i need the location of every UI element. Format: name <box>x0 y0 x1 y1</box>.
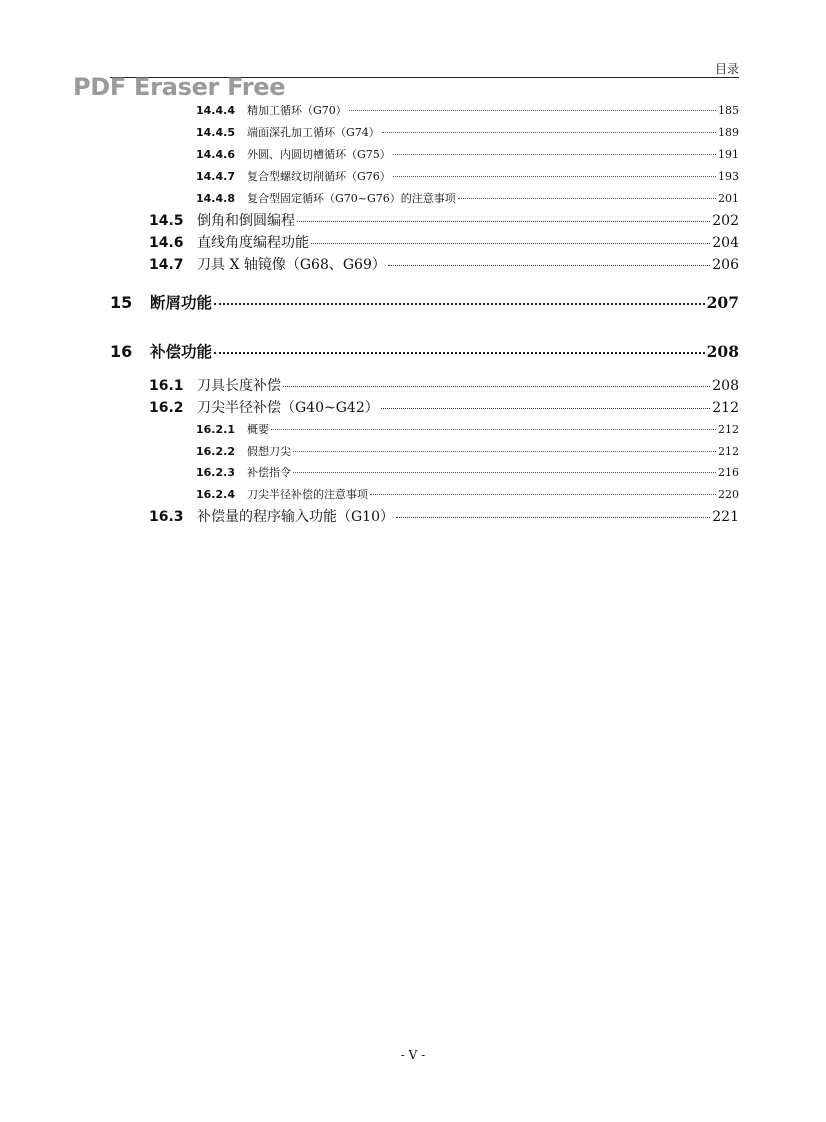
toc-entry-page: 206 <box>712 257 739 273</box>
toc-leader <box>214 303 705 305</box>
toc-entry[interactable] <box>196 168 739 184</box>
toc-entry[interactable] <box>196 486 739 502</box>
toc-entry-title: 倒角和倒圆编程 <box>197 213 295 229</box>
toc-entry[interactable] <box>196 464 739 480</box>
toc-entry[interactable] <box>149 397 739 417</box>
toc-leader <box>393 154 716 155</box>
toc-entry-number: 14.4.5 <box>196 126 235 139</box>
toc-entry[interactable] <box>149 375 739 395</box>
toc-leader <box>271 429 716 430</box>
toc-entry[interactable] <box>149 254 739 274</box>
toc-leader <box>297 221 710 222</box>
toc-entry-number: 14.4.6 <box>196 148 235 161</box>
toc-entry-title: 补偿指令 <box>247 466 291 479</box>
page-number-footer: - V - <box>400 1048 426 1062</box>
toc-entry-page: 204 <box>712 235 739 251</box>
toc-entry-number: 16.2.2 <box>196 445 235 458</box>
toc-entry[interactable] <box>196 443 739 459</box>
toc-leader <box>388 265 710 266</box>
toc-entry-page: 207 <box>706 293 739 312</box>
toc-entry-title: 假想刀尖 <box>247 445 291 458</box>
toc-entry-page: 212 <box>718 423 739 436</box>
toc-chapter-entry[interactable] <box>110 291 739 313</box>
toc-entry-title: 概要 <box>247 423 269 436</box>
toc-leader <box>370 494 716 495</box>
toc-entry-title: 刀具 X 轴镜像（G68、G69） <box>197 257 386 273</box>
toc-entry-number: 14.6 <box>149 235 184 251</box>
toc-entry-title: 补偿量的程序输入功能（G10） <box>197 509 394 525</box>
toc-entry-title: 补偿功能 <box>150 342 213 361</box>
toc-chapter-entry[interactable] <box>110 340 739 362</box>
toc-entry[interactable] <box>149 232 739 252</box>
toc-entry-title: 刀尖半径补偿（G40~G42） <box>197 400 379 416</box>
toc-entry-number: 15 <box>110 293 133 312</box>
toc-entry-number: 16.2 <box>149 400 184 416</box>
toc-leader <box>293 451 716 452</box>
toc-entry-number: 14.4.4 <box>196 104 235 117</box>
toc-entry[interactable] <box>149 506 739 526</box>
toc-leader <box>293 472 716 473</box>
toc-entry[interactable] <box>196 190 739 206</box>
toc-entry-number: 14.4.8 <box>196 192 235 205</box>
toc-entry-number: 16.1 <box>149 378 184 394</box>
toc-leader <box>283 386 710 387</box>
toc-entry-page: 191 <box>718 148 739 161</box>
toc-entry-title: 刀具长度补偿 <box>197 378 281 394</box>
toc-entry-page: 202 <box>712 213 739 229</box>
watermark: PDF Eraser Free <box>73 73 286 101</box>
toc-entry-title: 复合型固定循环（G70~G76）的注意事项 <box>247 192 456 205</box>
toc-entry[interactable] <box>196 146 739 162</box>
toc-entry-title: 精加工循环（G70） <box>247 104 347 117</box>
toc-entry-page: 201 <box>718 192 739 205</box>
toc-entry-page: 193 <box>718 170 739 183</box>
toc-entry[interactable] <box>149 210 739 230</box>
toc-entry-number: 16.2.3 <box>196 466 235 479</box>
toc-entry-page: 185 <box>718 104 739 117</box>
toc-leader <box>393 176 716 177</box>
toc-entry-title: 端面深孔加工循环（G74） <box>247 126 380 139</box>
toc-entry-number: 16 <box>110 342 133 361</box>
toc-leader <box>396 517 710 518</box>
toc-entry-page: 189 <box>718 126 739 139</box>
toc-entry-title: 断屑功能 <box>150 293 213 312</box>
toc-leader <box>381 408 711 409</box>
toc-entry-page: 216 <box>718 466 739 479</box>
toc-entry-number: 16.2.1 <box>196 423 235 436</box>
toc-entry[interactable] <box>196 102 739 118</box>
toc-entry-page: 208 <box>706 342 739 361</box>
toc-entry-title: 复合型螺纹切削循环（G76） <box>247 170 391 183</box>
toc-entry-page: 208 <box>712 378 739 394</box>
toc-leader <box>214 352 705 354</box>
toc-leader <box>311 243 710 244</box>
toc-entry[interactable] <box>196 421 739 437</box>
toc-leader <box>458 198 716 199</box>
toc-entry-number: 14.4.7 <box>196 170 235 183</box>
toc-entry-page: 221 <box>712 509 739 525</box>
header-title: 目录 <box>714 62 739 76</box>
toc-entry-title: 刀尖半径补偿的注意事项 <box>247 488 368 501</box>
toc-leader <box>349 110 716 111</box>
toc-entry-page: 220 <box>718 488 739 501</box>
toc-entry-page: 212 <box>718 445 739 458</box>
toc-entry-title: 直线角度编程功能 <box>197 235 309 251</box>
toc-entry-number: 16.3 <box>149 509 184 525</box>
toc-entry-number: 14.5 <box>149 213 184 229</box>
toc-entry-title: 外圆、内圆切槽循环（G75） <box>247 148 391 161</box>
toc-entry-page: 212 <box>712 400 739 416</box>
toc-entry[interactable] <box>196 124 739 140</box>
toc-entry-number: 16.2.4 <box>196 488 235 501</box>
toc-leader <box>382 132 716 133</box>
toc-entry-number: 14.7 <box>149 257 184 273</box>
